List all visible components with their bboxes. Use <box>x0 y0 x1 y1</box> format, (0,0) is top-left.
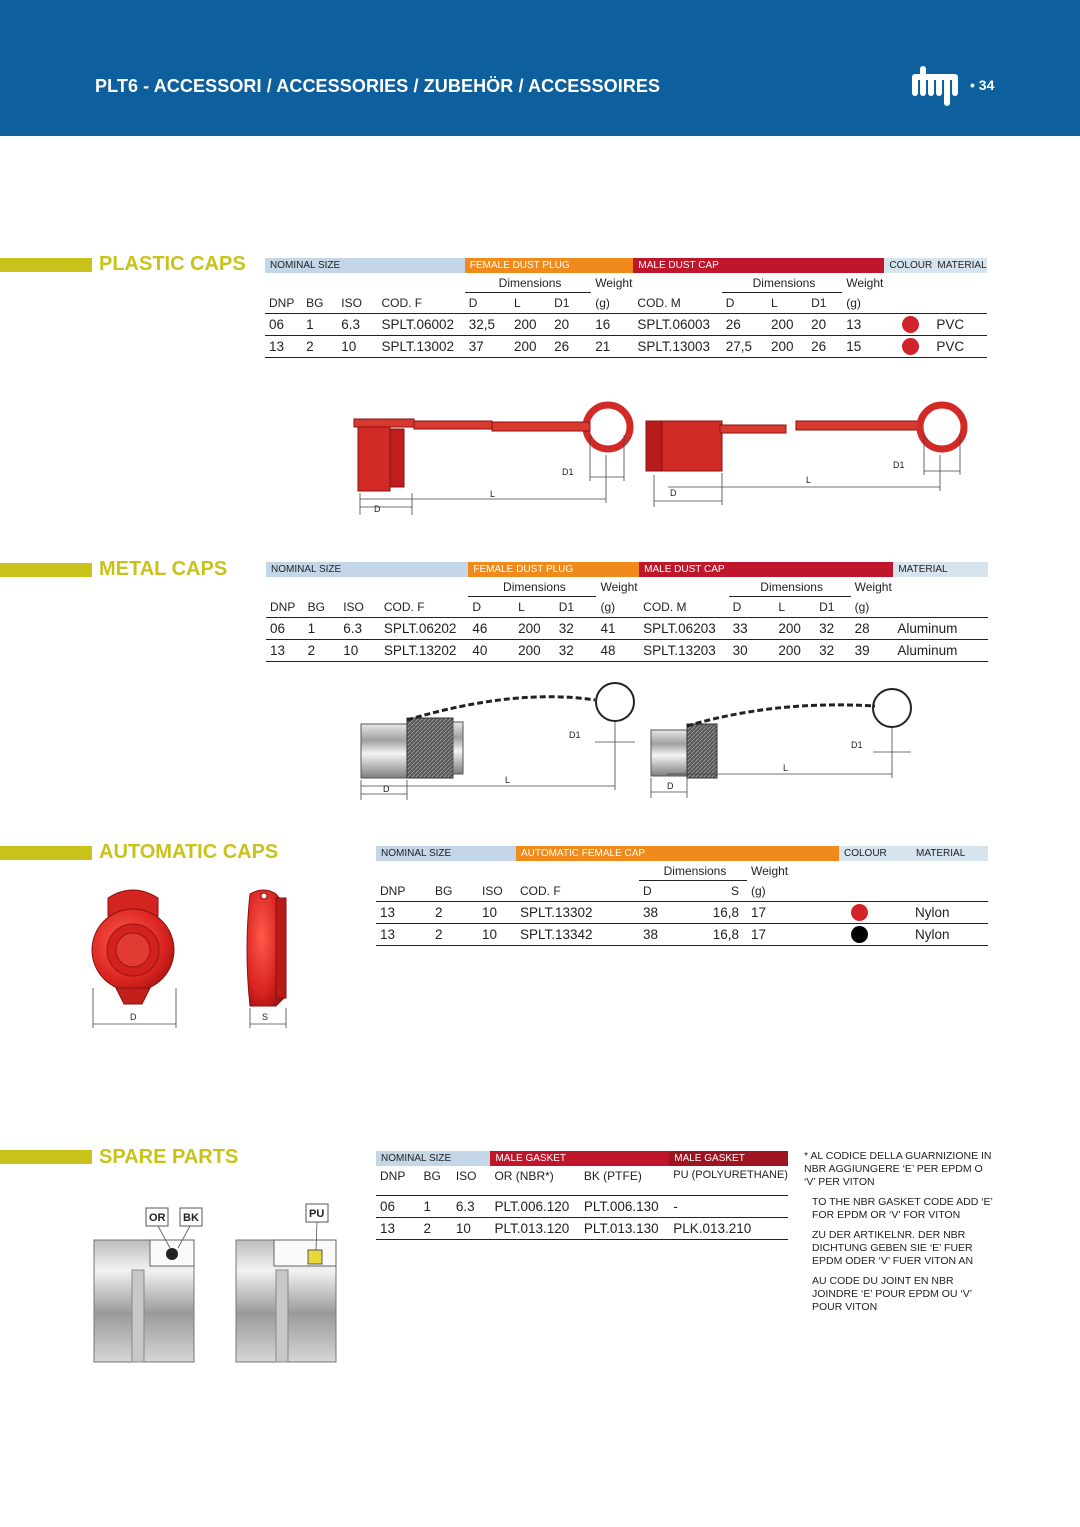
col-cod-f: COD. F <box>516 881 639 902</box>
col-bg: BG <box>302 293 337 314</box>
col-g: (g) <box>596 597 639 618</box>
col-pu: PU (POLYURETHANE) <box>669 1166 788 1196</box>
cell-cod-m: SPLT.06003 <box>633 314 721 336</box>
cell-bg: 1 <box>420 1196 452 1218</box>
dimensions-label: Dimensions <box>468 577 596 597</box>
note-en: TO THE NBR GASKET CODE ADD ‘E’ FOR EPDM OR ‘V’ FOR VITON <box>812 1196 993 1221</box>
cell-dnp: 06 <box>266 618 304 640</box>
automatic-caps-table <box>376 846 988 946</box>
col-d1: D1 <box>815 597 851 618</box>
band-female-dust-plug: FEMALE DUST PLUG <box>468 562 639 577</box>
male-dust-cap-illustration <box>646 405 964 507</box>
band-colour: COLOUR <box>884 258 932 273</box>
cell-bk: PLT.006.130 <box>580 1196 669 1218</box>
cell-iso: 6.3 <box>337 314 377 336</box>
col-iso: ISO <box>337 293 377 314</box>
cell-d: 40 <box>468 640 514 662</box>
col-cod-m: COD. M <box>633 293 721 314</box>
cell-or: PLT.013.120 <box>490 1218 579 1240</box>
col-l: L <box>510 293 550 314</box>
weight-label: Weight <box>600 579 638 594</box>
automatic-caps-drawing <box>88 880 298 1030</box>
section-marker <box>0 258 92 272</box>
cell-material: Nylon <box>911 902 988 924</box>
col-d: D <box>729 597 775 618</box>
cell-iso: 6.3 <box>339 618 380 640</box>
cell-iso: 10 <box>478 902 516 924</box>
cell-dnp: 13 <box>376 902 431 924</box>
weight-label: Weight <box>846 275 884 290</box>
cell-weight: 28 <box>851 618 894 640</box>
gasket-note <box>804 1150 994 1321</box>
cell-bg: 2 <box>431 902 478 924</box>
col-l: L <box>767 293 807 314</box>
plastic-caps-drawing <box>350 395 980 520</box>
col-g: (g) <box>591 293 633 314</box>
cell-d: 30 <box>729 640 775 662</box>
table-row <box>376 1196 788 1218</box>
cell-bg: 2 <box>420 1218 452 1240</box>
dim-d1-label: D1 <box>569 730 581 740</box>
table-row <box>376 902 988 924</box>
cell-d1: 20 <box>550 314 591 336</box>
cell-d: 37 <box>465 336 510 358</box>
col-g: (g) <box>747 881 839 902</box>
cell-l: 200 <box>774 640 815 662</box>
band-male-gasket: MALE GASKET <box>669 1151 788 1166</box>
female-metal-plug-illustration <box>361 683 635 800</box>
cell-weight: 16 <box>591 314 633 336</box>
table-row <box>265 314 987 336</box>
cell-pu: PLK.013.210 <box>669 1218 788 1240</box>
dim-d-label: D <box>667 781 674 791</box>
page-number: • 34 <box>970 77 995 93</box>
cell-bg: 2 <box>302 336 337 358</box>
cell-cod-f: SPLT.13202 <box>380 640 468 662</box>
cell-weight: 17 <box>747 902 839 924</box>
cell-bk: PLT.013.130 <box>580 1218 669 1240</box>
cell-weight: 39 <box>851 640 894 662</box>
dimensions-label: Dimensions <box>639 861 747 881</box>
dim-d1-label: D1 <box>851 740 863 750</box>
col-bg: BG <box>431 881 478 902</box>
col-dnp: DNP <box>376 881 431 902</box>
cell-or: PLT.006.120 <box>490 1196 579 1218</box>
cell-dnp: 13 <box>266 640 304 662</box>
dim-l-label: L <box>806 475 812 485</box>
col-d: D <box>722 293 767 314</box>
cell-cod-f: SPLT.06202 <box>380 618 468 640</box>
col-bg: BG <box>420 1166 452 1196</box>
col-d1: D1 <box>550 293 591 314</box>
band-nominal-size: NOMINAL SIZE <box>265 258 465 273</box>
cell-d1: 32 <box>555 640 597 662</box>
dim-l-label: L <box>505 775 511 785</box>
cell-cod-f: SPLT.06002 <box>377 314 464 336</box>
dimensions-label: Dimensions <box>465 273 591 293</box>
col-cod-f: COD. F <box>380 597 468 618</box>
cell-weight: 17 <box>747 924 839 946</box>
cell-d1: 26 <box>550 336 591 358</box>
cell-cod-m: SPLT.06203 <box>639 618 728 640</box>
band-male-dust-cap: MALE DUST CAP <box>639 562 893 577</box>
cell-cod-m: SPLT.13203 <box>639 640 728 662</box>
section-title-metal: METAL CAPS <box>99 558 228 580</box>
table-row <box>266 640 988 662</box>
plastic-caps-table <box>265 258 987 358</box>
col-dnp: DNP <box>266 597 304 618</box>
dim-d-label: D <box>670 488 677 498</box>
or-label: OR <box>149 1212 166 1224</box>
cell-d1: 20 <box>807 314 842 336</box>
cell-iso: 10 <box>339 640 380 662</box>
col-l: L <box>514 597 555 618</box>
cell-material: PVC <box>932 336 987 358</box>
cell-material: PVC <box>932 314 987 336</box>
dim-s-label: S <box>262 1012 269 1022</box>
cell-d1: 32 <box>815 618 851 640</box>
cell-material: Aluminum <box>893 640 988 662</box>
cell-s: 16,8 <box>697 902 747 924</box>
col-g: (g) <box>851 597 894 618</box>
band-automatic-female-cap: AUTOMATIC FEMALE CAP <box>516 846 839 861</box>
section-title-plastic: PLASTIC CAPS <box>99 253 246 275</box>
spare-parts-table <box>376 1151 788 1240</box>
col-iso: ISO <box>452 1166 491 1196</box>
page-title: PLT6 - ACCESSORI / ACCESSORIES / ZUBEHÖR / ACCESSOIRES <box>95 76 661 96</box>
cell-iso: 6.3 <box>452 1196 491 1218</box>
male-metal-cap-illustration <box>651 689 911 798</box>
cell-dnp: 06 <box>265 314 302 336</box>
female-dust-plug-illustration <box>354 405 630 515</box>
table-row <box>376 1218 788 1240</box>
cell-iso: 10 <box>337 336 377 358</box>
table-row <box>265 336 987 358</box>
cell-dnp: 13 <box>376 1218 420 1240</box>
cell-d: 38 <box>639 902 697 924</box>
col-iso: ISO <box>478 881 516 902</box>
colour-swatch-red <box>902 316 919 333</box>
band-female-dust-plug: FEMALE DUST PLUG <box>465 258 634 273</box>
col-dnp: DNP <box>376 1166 420 1196</box>
band-male-gasket: MALE GASKET <box>490 1151 669 1166</box>
col-bk: BK (PTFE) <box>580 1166 669 1196</box>
cell-l: 200 <box>510 314 550 336</box>
col-d: D <box>465 293 510 314</box>
cell-material: Nylon <box>911 924 988 946</box>
dim-d1-label: D1 <box>562 467 574 477</box>
band-nominal-size: NOMINAL SIZE <box>376 846 516 861</box>
automatic-cap-front-illustration <box>92 890 176 1028</box>
colour-swatch-black <box>851 926 868 943</box>
weight-label: Weight <box>595 275 633 290</box>
col-l: L <box>774 597 815 618</box>
dim-l-label: L <box>783 763 789 773</box>
metal-caps-drawing <box>355 678 925 800</box>
cell-cod-f: SPLT.13002 <box>377 336 464 358</box>
note-fr: AU CODE DU JOINT EN NBR JOINDRE ‘E’ POUR EPDM OU ‘V’ POUR VITON <box>812 1275 972 1313</box>
col-d1: D1 <box>555 597 597 618</box>
pu-label: PU <box>309 1208 325 1220</box>
section-marker <box>0 563 92 577</box>
band-male-dust-cap: MALE DUST CAP <box>633 258 884 273</box>
cell-l: 200 <box>514 640 555 662</box>
cell-cod-f: SPLT.13342 <box>516 924 639 946</box>
cell-l: 200 <box>510 336 550 358</box>
cell-d1: 32 <box>555 618 597 640</box>
spare-parts-drawing <box>90 1200 350 1370</box>
cell-d1: 32 <box>815 640 851 662</box>
cell-bg: 1 <box>304 618 340 640</box>
band-material: MATERIAL <box>932 258 987 273</box>
col-d: D <box>468 597 514 618</box>
dim-d-label: D <box>374 504 381 514</box>
band-nominal-size: NOMINAL SIZE <box>266 562 468 577</box>
cell-weight: 21 <box>591 336 633 358</box>
or-bk-gasket-illustration <box>94 1208 202 1362</box>
col-cod-f: COD. F <box>377 293 464 314</box>
section-marker <box>0 1150 92 1164</box>
dim-d1-label: D1 <box>893 460 905 470</box>
dim-d-label: D <box>130 1012 137 1022</box>
cell-iso: 10 <box>452 1218 491 1240</box>
cell-s: 16,8 <box>697 924 747 946</box>
cell-weight: 13 <box>842 314 884 336</box>
cell-weight: 15 <box>842 336 884 358</box>
pu-gasket-illustration <box>236 1204 336 1362</box>
cell-cod-m: SPLT.13003 <box>633 336 721 358</box>
band-nominal-size: NOMINAL SIZE <box>376 1151 490 1166</box>
col-or: OR (NBR*) <box>490 1166 579 1196</box>
col-d1: D1 <box>807 293 842 314</box>
cell-weight: 41 <box>596 618 639 640</box>
cell-bg: 1 <box>302 314 337 336</box>
cell-cod-f: SPLT.13302 <box>516 902 639 924</box>
table-row <box>266 618 988 640</box>
section-marker <box>0 846 92 860</box>
dim-d-label: D <box>383 784 390 794</box>
colour-swatch-red <box>902 338 919 355</box>
col-cod-m: COD. M <box>639 597 728 618</box>
cell-dnp: 13 <box>265 336 302 358</box>
col-iso: ISO <box>339 597 380 618</box>
col-s: S <box>697 881 747 902</box>
cell-dnp: 13 <box>376 924 431 946</box>
dim-l-label: L <box>490 489 496 499</box>
note-de: ZU DER ARTIKELNR. DER NBR DICHTUNG GEBEN SIE ‘E’ FUER EPDM ODER ‘V’ FUER VITON AN <box>812 1229 974 1267</box>
cell-d: 46 <box>468 618 514 640</box>
bk-label: BK <box>183 1212 199 1224</box>
band-colour: COLOUR <box>839 846 911 861</box>
cell-l: 200 <box>767 336 807 358</box>
cell-iso: 10 <box>478 924 516 946</box>
page-header <box>0 0 1080 136</box>
band-material: MATERIAL <box>893 562 988 577</box>
section-title-automatic: AUTOMATIC CAPS <box>99 841 279 863</box>
col-d: D <box>639 881 697 902</box>
cell-d: 38 <box>639 924 697 946</box>
table-row <box>376 924 988 946</box>
dimensions-label: Dimensions <box>729 577 851 597</box>
cell-weight: 48 <box>596 640 639 662</box>
cell-bg: 2 <box>304 640 340 662</box>
cell-l: 200 <box>514 618 555 640</box>
metal-caps-table <box>266 562 988 662</box>
cell-d: 26 <box>722 314 767 336</box>
cell-d: 32,5 <box>465 314 510 336</box>
cell-pu: - <box>669 1196 788 1218</box>
band-material: MATERIAL <box>911 846 988 861</box>
weight-label: Weight <box>751 863 789 878</box>
cell-l: 200 <box>774 618 815 640</box>
note-it: * AL CODICE DELLA GUARNIZIONE IN NBR AGGIUNGERE ‘E’ PER EPDM O ‘V’ PER VITON <box>804 1150 992 1188</box>
cell-d1: 26 <box>807 336 842 358</box>
colour-swatch-red <box>851 904 868 921</box>
cell-d: 27,5 <box>722 336 767 358</box>
col-dnp: DNP <box>265 293 302 314</box>
cell-dnp: 06 <box>376 1196 420 1218</box>
cell-d: 33 <box>729 618 775 640</box>
col-bg: BG <box>304 597 340 618</box>
dimensions-label: Dimensions <box>722 273 842 293</box>
cell-material: Aluminum <box>893 618 988 640</box>
dnp-logo-icon <box>912 64 966 106</box>
automatic-cap-side-illustration <box>247 890 286 1028</box>
cell-l: 200 <box>767 314 807 336</box>
weight-label: Weight <box>854 579 892 594</box>
cell-bg: 2 <box>431 924 478 946</box>
col-g: (g) <box>842 293 884 314</box>
section-title-spare: SPARE PARTS <box>99 1146 239 1168</box>
